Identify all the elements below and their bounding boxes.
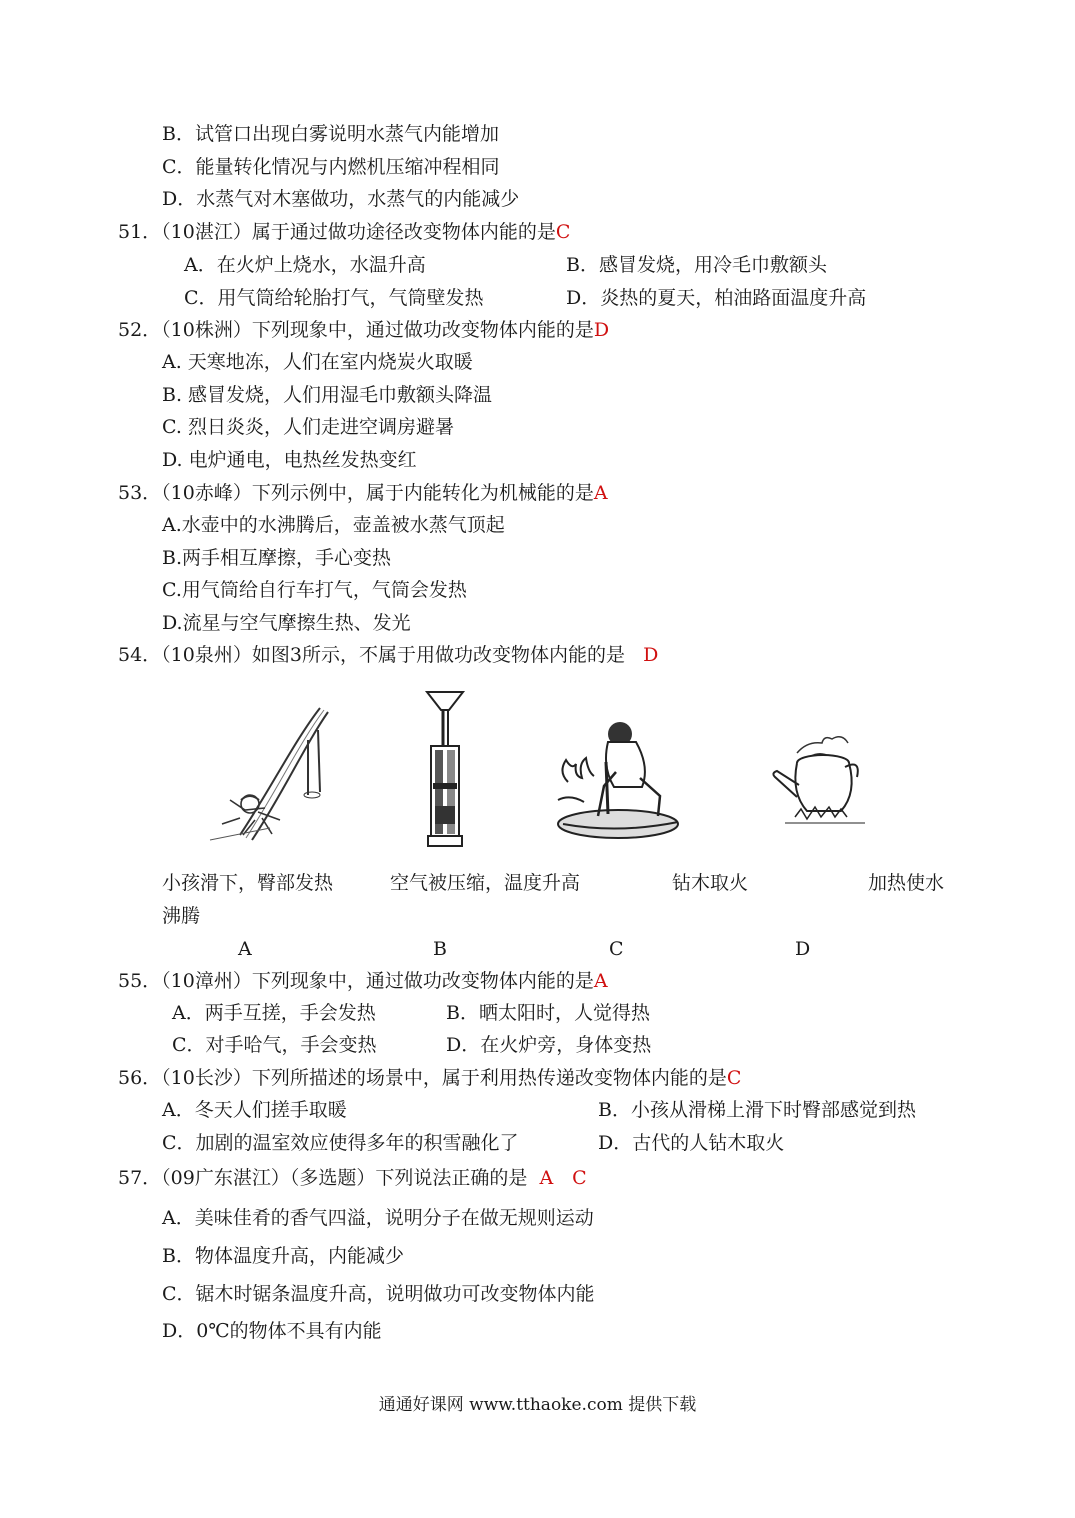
figure-kettle-boiling xyxy=(765,735,875,835)
question-51-option-b: B．感冒发烧，用冷毛巾敷额头 xyxy=(566,254,827,276)
question-55-option-b: B．晒太阳时，人觉得热 xyxy=(446,1002,650,1024)
question-56-option-c: C．加剧的温室效应使得多年的积雪融化了 xyxy=(162,1132,519,1154)
question-51-option-d: D．炎热的夏天，柏油路面温度升高 xyxy=(566,287,867,309)
question-55-option-c: C．对手哈气，手会变热 xyxy=(172,1034,377,1056)
figure-a-caption: 小孩滑下，臀部发热 xyxy=(162,872,334,894)
figure-drill-wood-fire xyxy=(548,712,693,847)
figure-c-caption: 钻木取火 xyxy=(672,872,749,894)
question-54-answer: D xyxy=(643,644,659,666)
question-53-option-b: B.两手相互摩擦，手心变热 xyxy=(162,547,392,569)
figure-d-caption: 加热使水 xyxy=(868,872,945,894)
question-57-stem: 57．（09广东湛江）（多选题）下列说法正确的是 A C xyxy=(118,1167,587,1189)
question-53-answer: A xyxy=(593,482,608,504)
figure-label-c: C xyxy=(609,938,624,960)
question-52-option-d: D. 电炉通电，电热丝发热变红 xyxy=(162,449,417,471)
prev-option-c: C．能量转化情况与内燃机压缩冲程相同 xyxy=(162,156,500,178)
question-55-answer: A xyxy=(593,970,608,992)
question-52-option-a: A. 天寒地冻，人们在室内烧炭火取暖 xyxy=(162,351,473,373)
question-52-option-b: B. 感冒发烧，人们用湿毛巾敷额头降温 xyxy=(162,384,493,406)
question-53-option-a: A.水壶中的水沸腾后，壶盖被水蒸气顶起 xyxy=(162,514,505,536)
question-56-answer: C xyxy=(726,1067,742,1089)
prev-option-d: D．水蒸气对木塞做功，水蒸气的内能减少 xyxy=(162,188,520,210)
question-53-option-d: D.流星与空气摩擦生热、发光 xyxy=(162,612,411,634)
question-52-stem: 52．（10株洲）下列现象中，通过做功改变物体内能的是D xyxy=(118,319,610,341)
question-52-answer: D xyxy=(593,319,610,341)
question-51-option-a: A．在火炉上烧水，水温升高 xyxy=(184,254,426,276)
question-57-answer: A C xyxy=(539,1167,587,1189)
question-56-option-d: D．古代的人钻木取火 xyxy=(598,1132,785,1154)
page-footer: 通通好课网 www.tthaoke.com 提供下载 xyxy=(378,1395,697,1415)
question-51-answer: C xyxy=(555,221,571,243)
question-57-option-b: B．物体温度升高，内能减少 xyxy=(162,1245,404,1267)
question-55-stem: 55．（10漳州）下列现象中，通过做功改变物体内能的是A xyxy=(118,970,608,992)
question-52-option-c: C. 烈日炎炎，人们走进空调房避暑 xyxy=(162,416,454,438)
question-57-option-d: D．0℃的物体不具有内能 xyxy=(162,1320,382,1342)
question-53-option-c: C.用气筒给自行车打气，气筒会发热 xyxy=(162,579,467,601)
question-57-option-c: C．锯木时锯条温度升高，说明做功可改变物体内能 xyxy=(162,1283,595,1305)
figure-d-caption-wrap: 沸腾 xyxy=(162,905,201,927)
figure-air-pump xyxy=(415,688,475,853)
figure-label-b: B xyxy=(433,938,447,960)
question-56-option-b: B．小孩从滑梯上滑下时臀部感觉到热 xyxy=(598,1099,916,1121)
question-56-option-a: A．冬天人们搓手取暖 xyxy=(162,1099,347,1121)
question-56-stem: 56．（10长沙）下列所描述的场景中，属于利用热传递改变物体内能的是C xyxy=(118,1067,742,1089)
question-51-stem: 51．（10湛江）属于通过做功途径改变物体内能的是C xyxy=(118,221,571,243)
question-55-option-a: A．两手互搓，手会发热 xyxy=(172,1002,376,1024)
figure-b-caption: 空气被压缩，温度升高 xyxy=(390,872,581,894)
question-55-option-d: D．在火炉旁，身体变热 xyxy=(446,1034,652,1056)
figure-slide-child xyxy=(200,700,340,850)
prev-option-b: B．试管口出现白雾说明水蒸气内能增加 xyxy=(162,123,499,145)
question-53-stem: 53．（10赤峰）下列示例中，属于内能转化为机械能的是A xyxy=(118,482,608,504)
figure-label-a: A xyxy=(238,938,252,960)
question-54-stem: 54．（10泉州）如图3所示，不属于用做功改变物体内能的是 D xyxy=(118,644,659,666)
figure-label-d: D xyxy=(795,938,811,960)
question-51-option-c: C．用气筒给轮胎打气，气筒壁发热 xyxy=(184,287,484,309)
question-57-option-a: A．美味佳肴的香气四溢，说明分子在做无规则运动 xyxy=(162,1207,594,1229)
